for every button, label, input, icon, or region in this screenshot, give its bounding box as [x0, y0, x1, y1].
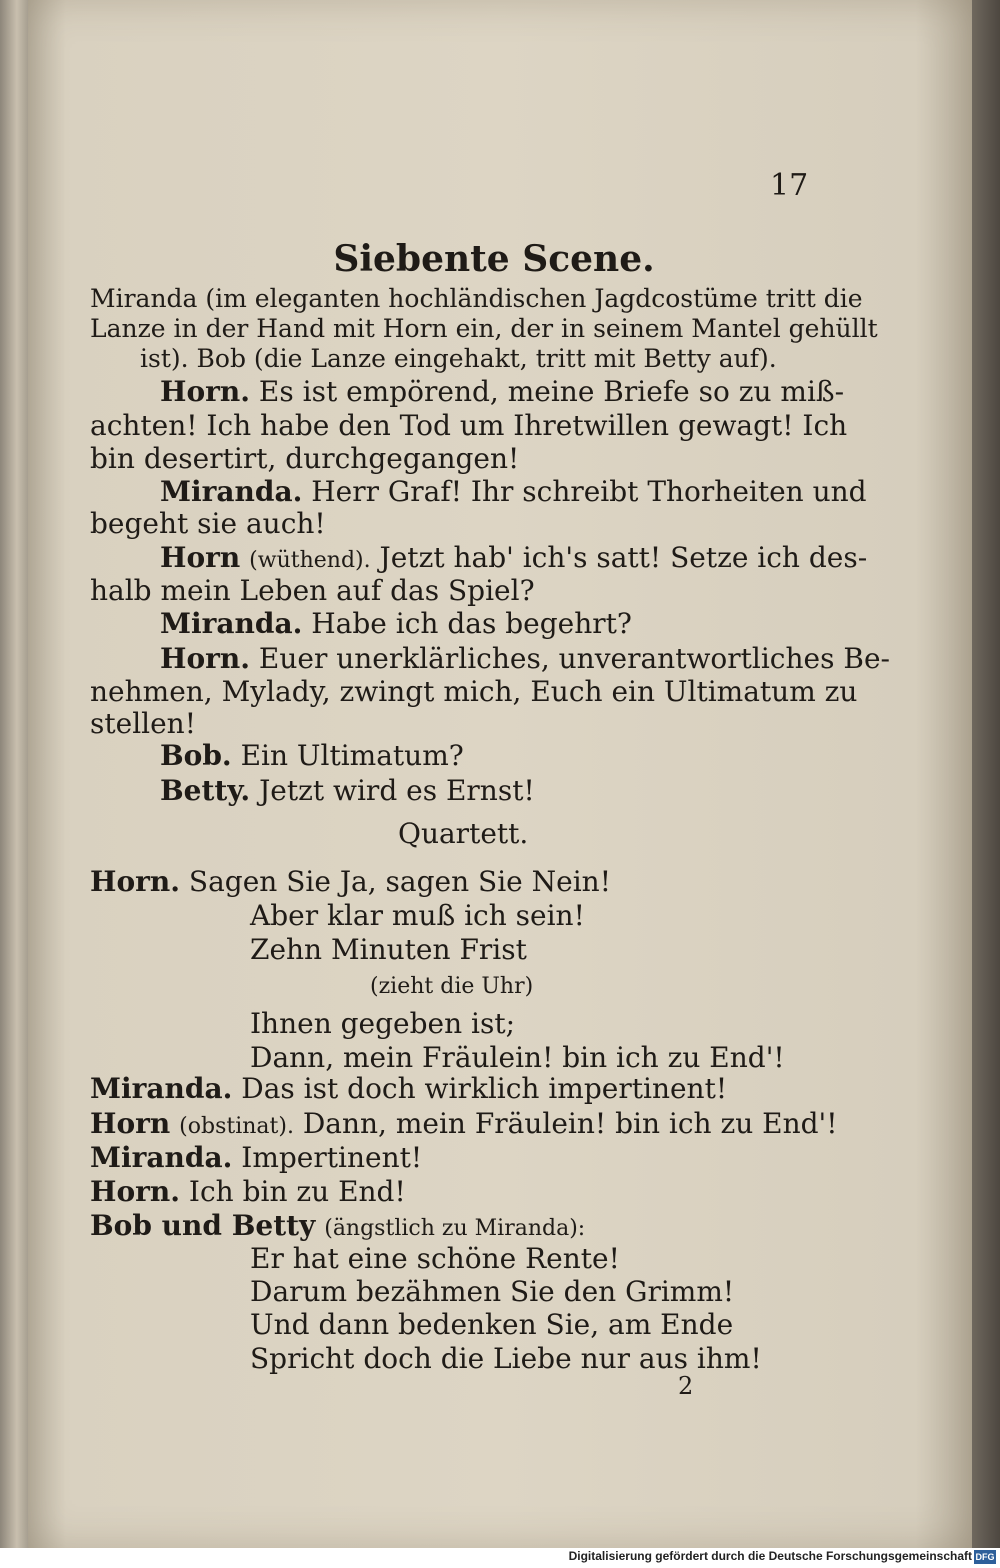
- dialogue-line: [90, 676, 857, 708]
- stage-direction-line: Miranda (im eleganten hochländischen Jagdcostüme tritt die: [90, 284, 863, 313]
- dfg-logo-icon: DFG: [975, 1552, 995, 1562]
- song-text: Sagen Sie Ja, sagen Sie Nein!: [188, 865, 611, 898]
- dialogue-text: Ein Ultimatum?: [240, 739, 464, 772]
- stage-note: (wüthend).: [249, 548, 371, 573]
- song-line: Und dann bedenken Sie, am Ende: [250, 1308, 734, 1341]
- dialogue-text: Jetzt wird es Ernst!: [259, 774, 535, 807]
- song-line: Darum bezähmen Sie den Grimm!: [250, 1275, 735, 1308]
- dialogue-line: [160, 740, 464, 772]
- song-line: Ihnen gegeben ist;: [250, 1007, 516, 1040]
- speaker-name: Bob und Betty: [90, 1209, 316, 1242]
- speaker-name: Miranda.: [160, 607, 303, 640]
- dialogue-line: [90, 708, 196, 740]
- dialogue-text: Es ist empörend, meine Briefe so zu miß-: [258, 375, 845, 408]
- dialogue-line: [90, 410, 847, 442]
- speaker-name: Horn.: [160, 375, 250, 408]
- stage-note: (obstinat).: [179, 1114, 294, 1139]
- digitization-credit: Digitalisierung gefördert durch die Deutsche Forschungsgemeinschaft: [568, 1549, 972, 1563]
- previous-page-edge: [0, 0, 28, 1560]
- page-edge-shadow: [972, 0, 1000, 1548]
- dialogue-line: [160, 643, 890, 675]
- page-number: 17: [770, 168, 809, 203]
- song-line: [90, 1073, 727, 1105]
- dialogue-line: [160, 376, 844, 408]
- dialogue-line: [90, 508, 326, 540]
- dialogue-line: [160, 775, 535, 807]
- song-line: [90, 866, 611, 898]
- speaker-name: Horn: [90, 1107, 171, 1140]
- song-text: Das ist doch wirklich impertinent!: [241, 1072, 728, 1105]
- dialogue-line: [160, 476, 867, 508]
- stage-note: (zieht die Uhr): [370, 974, 534, 999]
- song-text: Ich bin zu End!: [188, 1175, 406, 1208]
- song-line: [90, 1176, 406, 1208]
- stage-direction-line: ist). Bob (die Lanze eingehakt, tritt mit Betty auf).: [140, 344, 777, 373]
- song-line: Zehn Minuten Frist: [250, 933, 527, 966]
- song-line: [90, 1142, 422, 1174]
- speaker-name: Bob.: [160, 739, 232, 772]
- dialogue-text: Euer unerklärliches, unverantwortliches Be-: [258, 642, 890, 675]
- dialogue-line: [160, 608, 632, 640]
- speaker-name: Horn.: [90, 1175, 180, 1208]
- dialogue-line: [160, 542, 867, 577]
- speaker-name: Miranda.: [160, 475, 303, 508]
- dialogue-text: Herr Graf! Ihr schreibt Thorheiten und: [311, 475, 867, 508]
- dialogue-line: [90, 575, 535, 607]
- song-line: Dann, mein Fräulein! bin ich zu End'!: [250, 1041, 785, 1074]
- speaker-name: Horn.: [160, 642, 250, 675]
- dialogue-text: Habe ich das begehrt?: [311, 607, 632, 640]
- song-line: Er hat eine schöne Rente!: [250, 1242, 620, 1275]
- dialogue-line: [90, 443, 519, 475]
- dialogue-text: halb mein Leben auf das Spiel?: [90, 574, 535, 607]
- speaker-name: Miranda.: [90, 1141, 233, 1174]
- song-line: [90, 1210, 585, 1245]
- dialogue-text: begeht sie auch!: [90, 507, 326, 540]
- stage-direction-line: Lanze in der Hand mit Horn ein, der in seinem Mantel gehüllt: [90, 314, 878, 343]
- dialogue-text: achten! Ich habe den Tod um Ihretwillen gewagt! Ich: [90, 409, 848, 442]
- speaker-name: Miranda.: [90, 1072, 233, 1105]
- speaker-name: Horn.: [90, 865, 180, 898]
- song-line: Spricht doch die Liebe nur aus ihm!: [250, 1342, 762, 1375]
- song-text: Dann, mein Fräulein! bin ich zu End'!: [302, 1107, 838, 1140]
- song-line: [90, 1108, 837, 1143]
- signature-mark: 2: [678, 1372, 694, 1400]
- dialogue-text: bin desertirt, durchgegangen!: [90, 442, 520, 475]
- dialogue-text: Jetzt hab' ich's satt! Setze ich des-: [379, 541, 868, 574]
- song-text: Impertinent!: [241, 1141, 423, 1174]
- speaker-name: Betty.: [160, 774, 251, 807]
- dialogue-text: nehmen, Mylady, zwingt mich, Euch ein Ultimatum zu: [90, 675, 858, 708]
- song-line: Aber klar muß ich sein!: [250, 899, 585, 932]
- section-title: Quartett.: [398, 817, 529, 850]
- dialogue-text: stellen!: [90, 707, 196, 740]
- scene-title: Siebente Scene.: [333, 238, 655, 280]
- stage-note: (ängstlich zu Miranda):: [324, 1216, 586, 1241]
- speaker-name: Horn: [160, 541, 241, 574]
